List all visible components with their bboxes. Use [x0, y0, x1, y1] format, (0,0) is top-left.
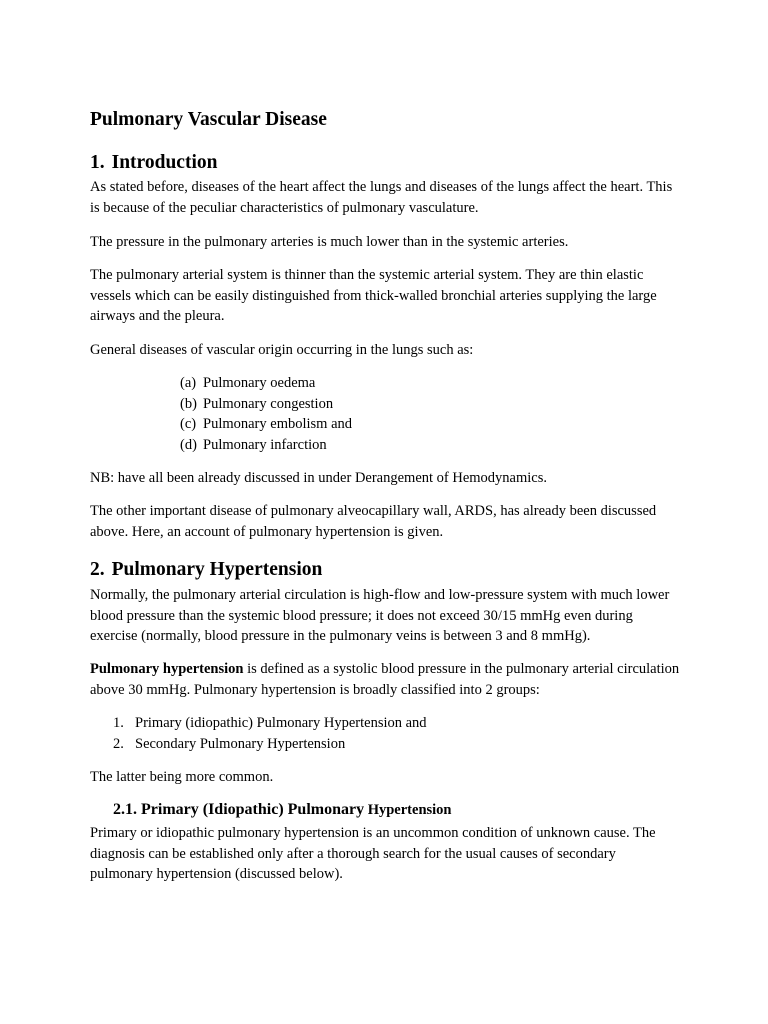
section-heading-introduction	[90, 152, 217, 174]
primary-hypertension-paragraph: Primary or idiopathic pulmonary hypertension is an uncommon condition of unknown cause. The diagnosis can be established only after a thorough search for the usual causes of secondary pulmonary hypertension (discussed below).	[90, 825, 656, 883]
list-item-text: Pulmonary oedema	[203, 375, 316, 391]
list-marker: (d)	[180, 436, 197, 453]
ards-paragraph: The other important disease of pulmonary alveocapillary wall, ARDS, has already been discussed above. Here, an account of pulmonary hypertension is given.	[90, 503, 657, 540]
definition-text: is defined as a systolic blood pressure in the pulmonary arterial circulation above 30 mmHg. Pulmonary hypertension is broadly classified into 2 groups:	[90, 661, 680, 698]
list-marker: 1.	[113, 715, 124, 731]
list-item	[180, 394, 352, 415]
list-item-text: Pulmonary infarction	[203, 436, 327, 453]
section-heading-pulmonary-hypertension	[90, 559, 322, 581]
subsection-title: Primary (Idiopathic) Pulmonary	[141, 801, 365, 818]
hypertension-paragraph-1: Normally, the pulmonary arterial circulation is high-flow and low-pressure system with much lower blood pressure than the systemic blood pressure; it does not exceed 30/15 mmHg even during exercise (normally, blood pressure in the pulmonary veins is between 3 and 8 mmHg).	[90, 587, 670, 645]
intro-paragraph-4: General diseases of vascular origin occurring in the lungs such as:	[90, 342, 474, 358]
section-title: Introduction	[111, 152, 218, 173]
latter-paragraph: The latter being more common.	[90, 769, 274, 785]
list-marker: (c)	[180, 416, 197, 433]
hypertension-groups-list	[113, 713, 427, 754]
list-item-text: Primary (idiopathic) Pulmonary Hypertension and	[135, 715, 427, 731]
list-item-text: Pulmonary congestion	[203, 395, 334, 412]
document-title: Pulmonary Vascular Disease	[90, 109, 327, 130]
list-item	[113, 713, 427, 734]
list-marker: 2.	[113, 735, 124, 752]
list-item-text: Secondary Pulmonary Hypertension	[135, 735, 346, 752]
section-number: 2.	[90, 559, 105, 580]
list-marker: (b)	[180, 395, 197, 412]
subsection-heading-primary-hypertension	[113, 801, 452, 819]
hypertension-definition	[90, 659, 680, 700]
list-item	[180, 373, 352, 394]
intro-paragraph-3: The pulmonary arterial system is thinner than the systemic arterial system. They are thin elastic vessels which can be easily distinguished from thick-walled bronchial arteries supplying the large airways and the pleura.	[90, 267, 657, 325]
definition-term: Pulmonary hypertension	[90, 661, 244, 677]
list-marker: (a)	[180, 375, 197, 391]
list-item	[180, 414, 352, 435]
intro-paragraph-1: As stated before, diseases of the heart affect the lungs and diseases of the lungs affect the heart. This is because of the peculiar characteristics of pulmonary vasculature.	[90, 179, 673, 216]
subsection-title-end: Hypertension	[364, 802, 452, 818]
vascular-diseases-list	[180, 373, 352, 455]
list-item-text: Pulmonary embolism and	[203, 416, 353, 433]
section-title: Pulmonary Hypertension	[111, 559, 323, 580]
list-item	[113, 734, 427, 755]
subsection-number: 2.1.	[113, 801, 137, 818]
section-number: 1.	[90, 152, 105, 173]
intro-paragraph-2: The pressure in the pulmonary arteries is much lower than in the systemic arteries.	[90, 234, 569, 250]
list-item	[180, 435, 352, 456]
nb-paragraph: NB: have all been already discussed in under Derangement of Hemodynamics.	[90, 470, 548, 486]
